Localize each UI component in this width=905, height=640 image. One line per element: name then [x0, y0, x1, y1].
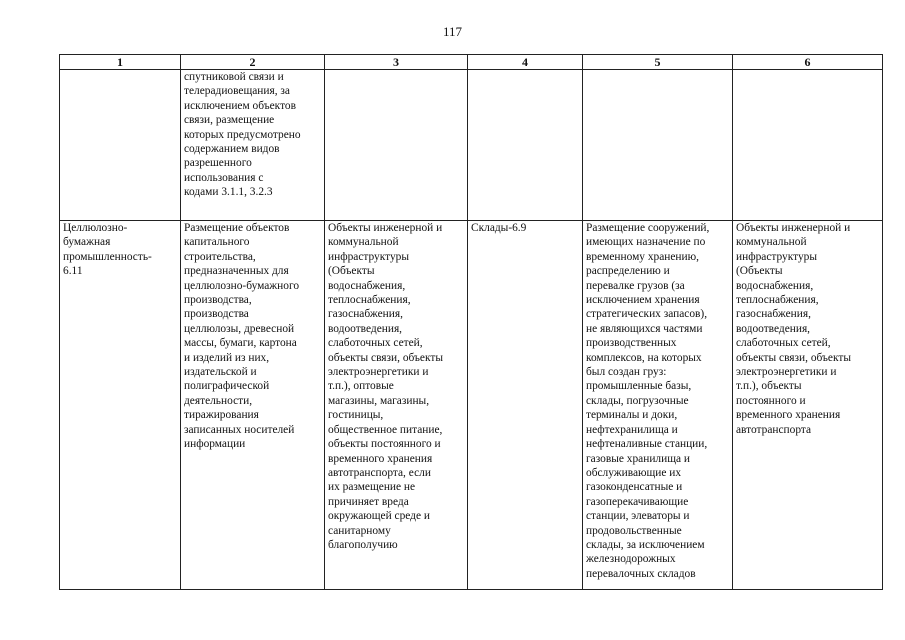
table-header-row	[60, 55, 883, 70]
table-cell: Размещение объектов капитального строительства, предназначенных для целлюлозно-бумажного производства, производства целлюлозы, древесной массы, бумаги, картона и изделий из них, издательской и полиграфической деятельности, тиражирования записанных носителей информации	[181, 221, 325, 590]
table-cell	[325, 70, 468, 221]
table-cell: Склады-6.9	[468, 221, 583, 590]
column-header-3: 3	[325, 55, 468, 70]
column-header-1: 1	[60, 55, 181, 70]
table-row	[60, 221, 883, 590]
page-number: 117	[442, 24, 463, 39]
table-row	[60, 70, 883, 221]
permitted-use-table	[59, 54, 883, 590]
table-cell	[583, 70, 733, 221]
column-header-5: 5	[583, 55, 733, 70]
column-header-6: 6	[733, 55, 883, 70]
column-header-4: 4	[468, 55, 583, 70]
table-cell: Целлюлозно- бумажная промышленность- 6.11	[60, 221, 181, 590]
table-cell	[468, 70, 583, 221]
table-cell: спутниковой связи и телерадиовещания, за исключением объектов связи, размещение которых предусмотрено содержанием видов разрешенного использования с кодами 3.1.1, 3.2.3	[181, 70, 325, 221]
table-cell: Размещение сооружений, имеющих назначение по временному хранению, распределению и перевалке грузов (за исключением хранения стратегических запасов), не являющихся частями производственных комплексов, на которых был создан груз: промышленные базы, склады, погрузочные терминалы и доки, нефтехранилища и нефтеналивные станции, газовые хранилища и обслуживающие их газоконденсатные и газоперекачивающие станции, элеваторы и продовольственные склады, за исключением железнодорожных перевалочных складов	[583, 221, 733, 590]
column-header-2: 2	[181, 55, 325, 70]
table-cell: Объекты инженерной и коммунальной инфраструктуры (Объекты водоснабжения, теплоснабжения, газоснабжения, водоотведения, слаботочных сетей, объекты связи, объекты электроэнергетики и т.п.), оптовые магазины, магазины, гостиницы, общественное питание, объекты постоянного и временного хранения автотранспорта, если их размещение не причиняет вреда окружающей среде и санитарному благополучию	[325, 221, 468, 590]
table-cell: Объекты инженерной и коммунальной инфраструктуры (Объекты водоснабжения, теплоснабжения, газоснабжения, водоотведения, слаботочных сетей, объекты связи, объекты электроэнергетики и т.п.), объекты постоянного и временного хранения автотранспорта	[733, 221, 883, 590]
table-cell	[733, 70, 883, 221]
table-cell	[60, 70, 181, 221]
